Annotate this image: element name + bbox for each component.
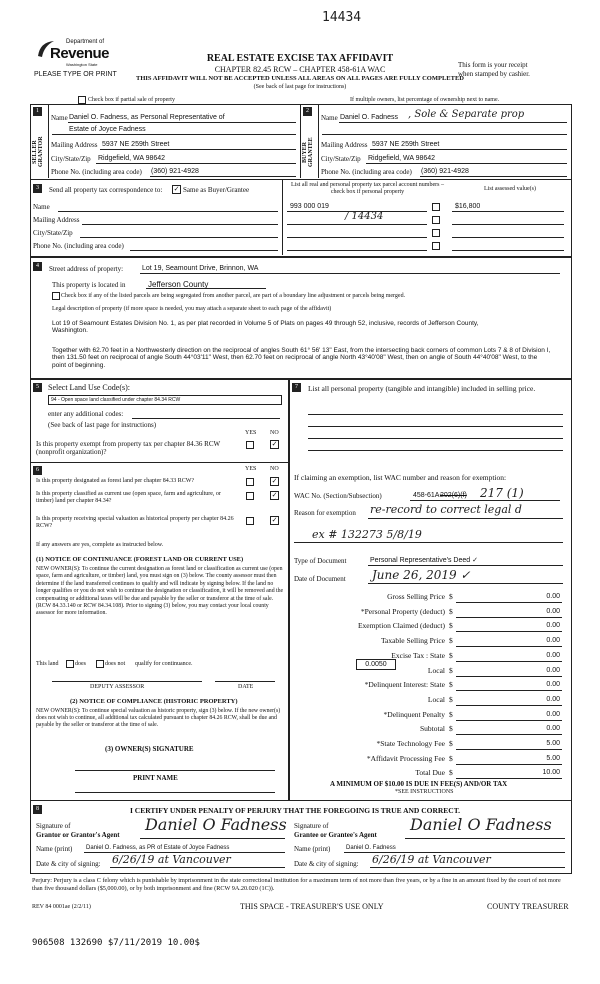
street-address[interactable]: Lot 19, Seamount Drive, Brinnon, WA: [142, 265, 259, 272]
notice-line: THIS AFFIDAVIT WILL NOT BE ACCEPTED UNLESS ALL AREAS ON ALL PAGES ARE FULLY COMPLETED: [136, 75, 464, 82]
grantor-name[interactable]: Daniel O. Fadness, as PR of Estate of Joyce Fadness: [86, 845, 230, 851]
right-column-box: [288, 379, 572, 801]
does-not-label: does not: [105, 661, 126, 667]
doc-date-label: Date of Document: [294, 575, 346, 583]
fin-underline: [456, 617, 562, 618]
fin-value-1[interactable]: 0.00: [546, 608, 560, 615]
grantor-date-label: Date & city of signing:: [36, 860, 101, 868]
dept-line2: Revenue: [50, 45, 110, 62]
legal-desc-label: Legal description of property (if more space is needed, you may attach a separate sheet to each page of the affidavit): [52, 306, 332, 312]
county-label: This property is located in: [52, 281, 126, 289]
receipt-note2: when stamped by cashier.: [458, 70, 530, 78]
fin-underline: [456, 705, 562, 706]
certify-statement: I CERTIFY UNDER PENALTY OF PERJURY THAT THE FOREGOING IS TRUE AND CORRECT.: [130, 806, 461, 815]
fin-dollar-sign: $: [449, 636, 453, 645]
reason-handwritten-2: ex # 132273 5/8/19: [312, 528, 422, 541]
fin-value-6[interactable]: 0.00: [546, 681, 560, 688]
seller-phone-label: Phone No. (including area code): [51, 168, 142, 176]
fin-underline: [456, 676, 562, 677]
segregate-label: Check box if any of the listed parcels are being segregated from another parcel, are part of a boundary line adjustment or parcels being merged.: [61, 293, 406, 299]
current-use-yes-checkbox[interactable]: [246, 492, 254, 500]
fin-label-7: Local: [427, 695, 445, 704]
dept-line3: Washington State: [66, 62, 98, 67]
grantee-sig-label2: Grantee or Grantee's Agent: [294, 831, 377, 839]
print-name-label: PRINT NAME: [133, 774, 178, 782]
forest-no-checkbox[interactable]: ✓: [271, 477, 278, 485]
notice-compliance-body: NEW OWNER(S): To continue special valuation as historic property, sign (3) below. If the new owner(s) does not wish to continue, all additional tax calculated pursuant to chapter 84.26 RCW, shall be due and payable by the seller or transferor at the time of sale.: [36, 708, 281, 729]
does-label: does: [75, 661, 86, 667]
see-back: (See back of last page for instructions): [253, 84, 347, 90]
fin-dollar-sign: $: [449, 710, 453, 719]
seller-side-label: SELLER GRANTOR: [32, 136, 44, 168]
local-rate[interactable]: 0.0050: [356, 659, 396, 670]
county-treasurer-label: COUNTY TREASURER: [487, 902, 569, 911]
fin-dollar-sign: $: [449, 607, 453, 616]
section-5-number: 5: [33, 383, 42, 392]
fin-label-11: *Affidavit Processing Fee: [366, 754, 445, 763]
grantor-signature: Daniel O Fadness: [145, 815, 287, 834]
assessor-date-label: DATE: [238, 684, 254, 690]
reason-label: Reason for exemption: [294, 509, 356, 517]
parcel-4-personal-checkbox[interactable]: [432, 242, 440, 250]
exempt-yes-checkbox[interactable]: [246, 441, 254, 449]
s6-no: NO: [270, 466, 279, 472]
section-7-number: 7: [292, 383, 301, 392]
buyer-phone-label: Phone No. (including area code): [321, 168, 412, 176]
fin-value-12[interactable]: 10.00: [542, 769, 560, 776]
fin-label-4: Excise Tax : State: [391, 651, 445, 660]
forest-question: Is this property designated as forest land per chapter 84.33 RCW?: [36, 478, 195, 484]
fin-value-10[interactable]: 5.00: [546, 740, 560, 747]
fin-value-7[interactable]: 0.00: [546, 696, 560, 703]
treasurer-space-label: THIS SPACE - TREASURER'S USE ONLY: [240, 902, 384, 911]
fin-value-4[interactable]: 0.00: [546, 652, 560, 659]
fin-label-3: Taxable Selling Price: [380, 636, 445, 645]
deputy-assessor-label: DEPUTY ASSESSOR: [90, 684, 145, 690]
if-yes-note: If any answers are yes, complete as instructed below.: [36, 542, 164, 548]
fin-dollar-sign: $: [449, 592, 453, 601]
fin-value-0[interactable]: 0.00: [546, 593, 560, 600]
fin-label-5: Local: [427, 666, 445, 675]
fin-value-5[interactable]: 0.00: [546, 667, 560, 674]
section-3-number: 3: [33, 184, 42, 193]
doc-date-handwritten: June 26, 2019 ✓: [372, 568, 471, 582]
buyer-mailing[interactable]: 5937 NE 259th Street: [372, 141, 440, 148]
fin-dollar-sign: $: [449, 680, 453, 689]
fin-underline: [456, 749, 562, 750]
receipt-stamp: 906508 132690 $7/11/2019 10.00$: [32, 938, 200, 948]
fin-underline: [456, 661, 562, 662]
this-land-label: This land: [36, 661, 59, 667]
chapter-line: CHAPTER 82.45 RCW – CHAPTER 458-61A WAC: [214, 65, 386, 74]
s3-mailing-label: Mailing Address: [33, 216, 80, 224]
seller-mailing-label: Mailing Address: [51, 141, 98, 149]
parcel-2-handwritten: / 14434: [345, 211, 384, 222]
doc-type[interactable]: Personal Representative's Deed ✓: [370, 557, 478, 564]
fin-dollar-sign: $: [449, 768, 453, 777]
same-as-buyer-checkbox[interactable]: ✓: [173, 185, 180, 193]
fin-label-9: Subtotal: [419, 724, 445, 733]
grantee-date-handwritten: 6/26/19 at Vancouver: [372, 853, 491, 866]
fin-label-6: *Delinquent Interest: State: [364, 680, 445, 689]
fin-label-12: Total Due: [415, 768, 445, 777]
seller-name[interactable]: Daniel O. Fadness, as Personal Representative of: [69, 114, 225, 121]
s3-name-label: Name: [33, 203, 50, 211]
notice-compliance-title: (2) NOTICE OF COMPLIANCE (HISTORIC PROPERTY): [70, 698, 238, 705]
fin-label-2: Exemption Claimed (deduct): [357, 621, 445, 630]
doc-type-label: Type of Document: [294, 557, 347, 565]
buyer-name-handwritten: , Sole & Separate prop: [408, 109, 525, 120]
parcel-1-personal-checkbox[interactable]: [432, 203, 440, 211]
buyer-name[interactable]: Daniel O. Fadness: [340, 114, 398, 121]
fin-value-2[interactable]: 0.00: [546, 622, 560, 629]
assessed-header: List assessed value(s): [484, 186, 536, 192]
historic-yes-checkbox[interactable]: [246, 517, 254, 525]
fin-value-11[interactable]: 5.00: [546, 755, 560, 762]
legal-desc-2[interactable]: Together with 62.70 feet in a Northwesterly direction on the reciprocal of angles South 61° 56' 13" East, from the intersecting back corners of common Lots 7 & 8 of Division I, then 131.50 feet on reciprocal of angle South 44°03'11" West, then 62.70 feet on reciprocal of angle North 43°40'08" West, then on angle of South 44°40'08" West, to the point of beginning.: [52, 347, 551, 369]
grantor-date-handwritten: 6/26/19 at Vancouver: [112, 853, 231, 866]
exempt-no-checkbox[interactable]: ✓: [271, 440, 278, 448]
grantor-name-label: Name (print): [36, 845, 73, 853]
fin-underline: [456, 778, 562, 779]
county[interactable]: Jefferson County: [148, 280, 209, 289]
grantee-name-label: Name (print): [294, 845, 331, 853]
seller-city[interactable]: Ridgefield, WA 98642: [98, 155, 166, 162]
fin-dollar-sign: $: [449, 739, 453, 748]
grantor-sig-label2: Grantor or Grantor's Agent: [36, 831, 120, 839]
land-does-not-checkbox[interactable]: [96, 660, 104, 668]
partial-sale-label: Check box if partial sale of property: [88, 97, 175, 103]
partial-sale-checkbox[interactable]: [78, 96, 86, 104]
fin-underline: [456, 690, 562, 691]
parcel-3-personal-checkbox[interactable]: [432, 229, 440, 237]
type-or-print: PLEASE TYPE OR PRINT: [34, 71, 117, 78]
grantee-signature: Daniel O Fadness: [410, 815, 552, 834]
exempt-question: Is this property exempt from property tax per chapter 84.36 RCW (nonprofit organization)?: [36, 440, 220, 457]
buyer-city[interactable]: Ridgefield, WA 98642: [368, 155, 436, 162]
section-2-number: 2: [303, 107, 312, 116]
see-instructions-note: *SEE INSTRUCTIONS: [395, 789, 454, 795]
fin-underline: [456, 631, 562, 632]
notice-continuance-title: (1) NOTICE OF CONTINUANCE (FOREST LAND OR CURRENT USE): [36, 556, 244, 563]
segregate-checkbox[interactable]: [52, 292, 60, 300]
fin-label-0: Gross Selling Price: [387, 592, 445, 601]
fin-label-1: *Personal Property (deduct): [360, 607, 445, 616]
land-use-select[interactable]: 94 - Open space land classified under chapter 84.34 RCW: [48, 395, 282, 405]
owners-signature-label: (3) OWNER(S) SIGNATURE: [105, 745, 194, 753]
assessed-value-1[interactable]: $16,800: [455, 203, 481, 210]
fin-dollar-sign: $: [449, 754, 453, 763]
grantee-name[interactable]: Daniel O. Fadness: [346, 845, 396, 851]
s5-see-back: (See back of last page for instructions): [48, 421, 157, 429]
section-6-number: 6: [33, 466, 42, 475]
fin-dollar-sign: $: [449, 724, 453, 733]
section-8-number: 8: [33, 805, 42, 814]
current-use-question: Is this property classified as current use (open space, farm and agriculture, or timber) land per chapter 84.34?: [36, 491, 221, 504]
qualify-label: qualify for continuance.: [135, 661, 193, 667]
parcel-1[interactable]: 993 000 019: [290, 203, 329, 210]
fin-underline: [456, 602, 562, 603]
grantor-sig-label1: Signature of: [36, 822, 71, 830]
page-title: REAL ESTATE EXCISE TAX AFFIDAVIT: [206, 53, 394, 64]
grantee-sig-label1: Signature of: [294, 822, 329, 830]
dept-line1: Department of: [66, 39, 105, 45]
buyer-phone[interactable]: (360) 921-4928: [421, 168, 469, 175]
s5-yes: YES: [245, 430, 257, 436]
parcel-2-personal-checkbox[interactable]: [432, 216, 440, 224]
seller-name-2[interactable]: Estate of Joyce Fadness: [69, 126, 146, 133]
wac-struck: 202(6)(f): [440, 492, 467, 499]
reason-handwritten: re-record to correct legal d: [370, 503, 522, 516]
fin-label-10: *State Technology Fee: [376, 739, 445, 748]
street-label: Street address of property:: [49, 265, 124, 273]
fin-dollar-sign: $: [449, 695, 453, 704]
historic-no-checkbox[interactable]: ✓: [271, 516, 278, 524]
fin-underline: [456, 734, 562, 735]
buyer-mailing-label: Mailing Address: [321, 141, 368, 149]
buyer-name-label: Name: [321, 114, 338, 122]
buyer-side-label: BUYER GRANTEE: [302, 137, 314, 167]
dor-logo: [36, 38, 126, 70]
personal-property-label: List all personal property (tangible and intangible) included in selling price.: [308, 384, 536, 393]
fin-underline: [456, 720, 562, 721]
receipt-note1: This form is your receipt: [458, 61, 528, 69]
seller-phone[interactable]: (360) 921-4928: [151, 168, 199, 175]
s3-phone-label: Phone No. (including area code): [33, 242, 124, 250]
historic-question: Is this property receiving special valuation as historical property per chapter 84.26 RCW?: [36, 516, 234, 529]
legal-desc-1[interactable]: Lot 19 of Seamount Estates Division No. 1, as per plat recorded in Volume 5 of Plats on pages 49 through 52, inclusive, records of Jefferson County, Washington.: [52, 320, 479, 335]
form-number: REV 84 0001ae (2/2/11): [32, 904, 91, 910]
send-correspondence-label: Send all property tax correspondence to:: [49, 186, 163, 194]
seller-city-label: City/State/Zip: [51, 155, 91, 163]
grantee-date-label: Date & city of signing:: [294, 860, 359, 868]
claim-exemption-label: If claiming an exemption, list WAC number and reason for exemption:: [294, 473, 507, 482]
fin-dollar-sign: $: [449, 621, 453, 630]
wac-label: WAC No. (Section/Subsection): [294, 492, 382, 500]
forest-yes-checkbox[interactable]: [246, 478, 254, 486]
additional-codes-label: enter any additional codes:: [48, 410, 124, 418]
minimum-due-note: A MINIMUM OF $10.00 IS DUE IN FEE(S) AND/OR TAX: [330, 780, 508, 788]
land-does-checkbox[interactable]: [66, 660, 74, 668]
seller-name-label: Name: [51, 114, 68, 122]
current-use-no-checkbox[interactable]: ✓: [271, 491, 278, 499]
seller-mailing[interactable]: 5937 NE 259th Street: [102, 141, 170, 148]
s3-city-label: City/State/Zip: [33, 229, 73, 237]
stamp-number: 14434: [322, 10, 362, 25]
land-use-label: Select Land Use Code(s):: [48, 383, 130, 392]
section-4-number: 4: [33, 262, 42, 271]
wac-prefix[interactable]: 458-61A-: [413, 492, 442, 499]
fin-dollar-sign: $: [449, 666, 453, 675]
fin-label-8: *Delinquent Penalty: [383, 710, 445, 719]
fin-underline: [456, 646, 562, 647]
same-as-buyer-label: Same as Buyer/Grantee: [183, 186, 250, 194]
wac-handwritten: 217 (1): [480, 486, 524, 500]
fin-underline: [456, 764, 562, 765]
multiple-owners-note: If multiple owners, list percentage of ownership next to name.: [350, 97, 500, 103]
fin-value-9[interactable]: 0.00: [546, 725, 560, 732]
perjury-notice: Perjury: Perjury is a class C felony which is punishable by imprisonment in the state correctional institution for a maximum term of not more than five years, or by a fine in an amount fixed by the court of not more than five thousand dollars ($5,000.00), or by both imprisonment and fine (RCW 9A.20.020 (1C)).: [32, 877, 561, 892]
parcel-list-header: List all real and personal property tax parcel account numbers – check box if personal property: [291, 182, 444, 195]
s5-no: NO: [270, 430, 279, 436]
fin-value-3[interactable]: 0.00: [546, 637, 560, 644]
s6-yes: YES: [245, 466, 257, 472]
fin-dollar-sign: $: [449, 651, 453, 660]
notice-continuance-body: NEW OWNER(S): To continue the current designation as forest land or classification as current use (open space, farm and agriculture, or timber) land, you must sign on (3) below. The county assessor must then determine if the land transferred continues to qualify and will indicate by signing below. If the land no longer qualifies or you do not wish to continue the designation or classification, it will be removed and the compensating or additional taxes will be due and payable by the seller or transferor at the time of sale. (RCW 84.33.140 or RCW 84.34.108). Prior to signing (3) below, you may contact your local county assessor for more information.: [36, 566, 284, 617]
fin-value-8[interactable]: 0.00: [546, 711, 560, 718]
buyer-city-label: City/State/Zip: [321, 155, 361, 163]
section-1-number: 1: [33, 107, 42, 116]
